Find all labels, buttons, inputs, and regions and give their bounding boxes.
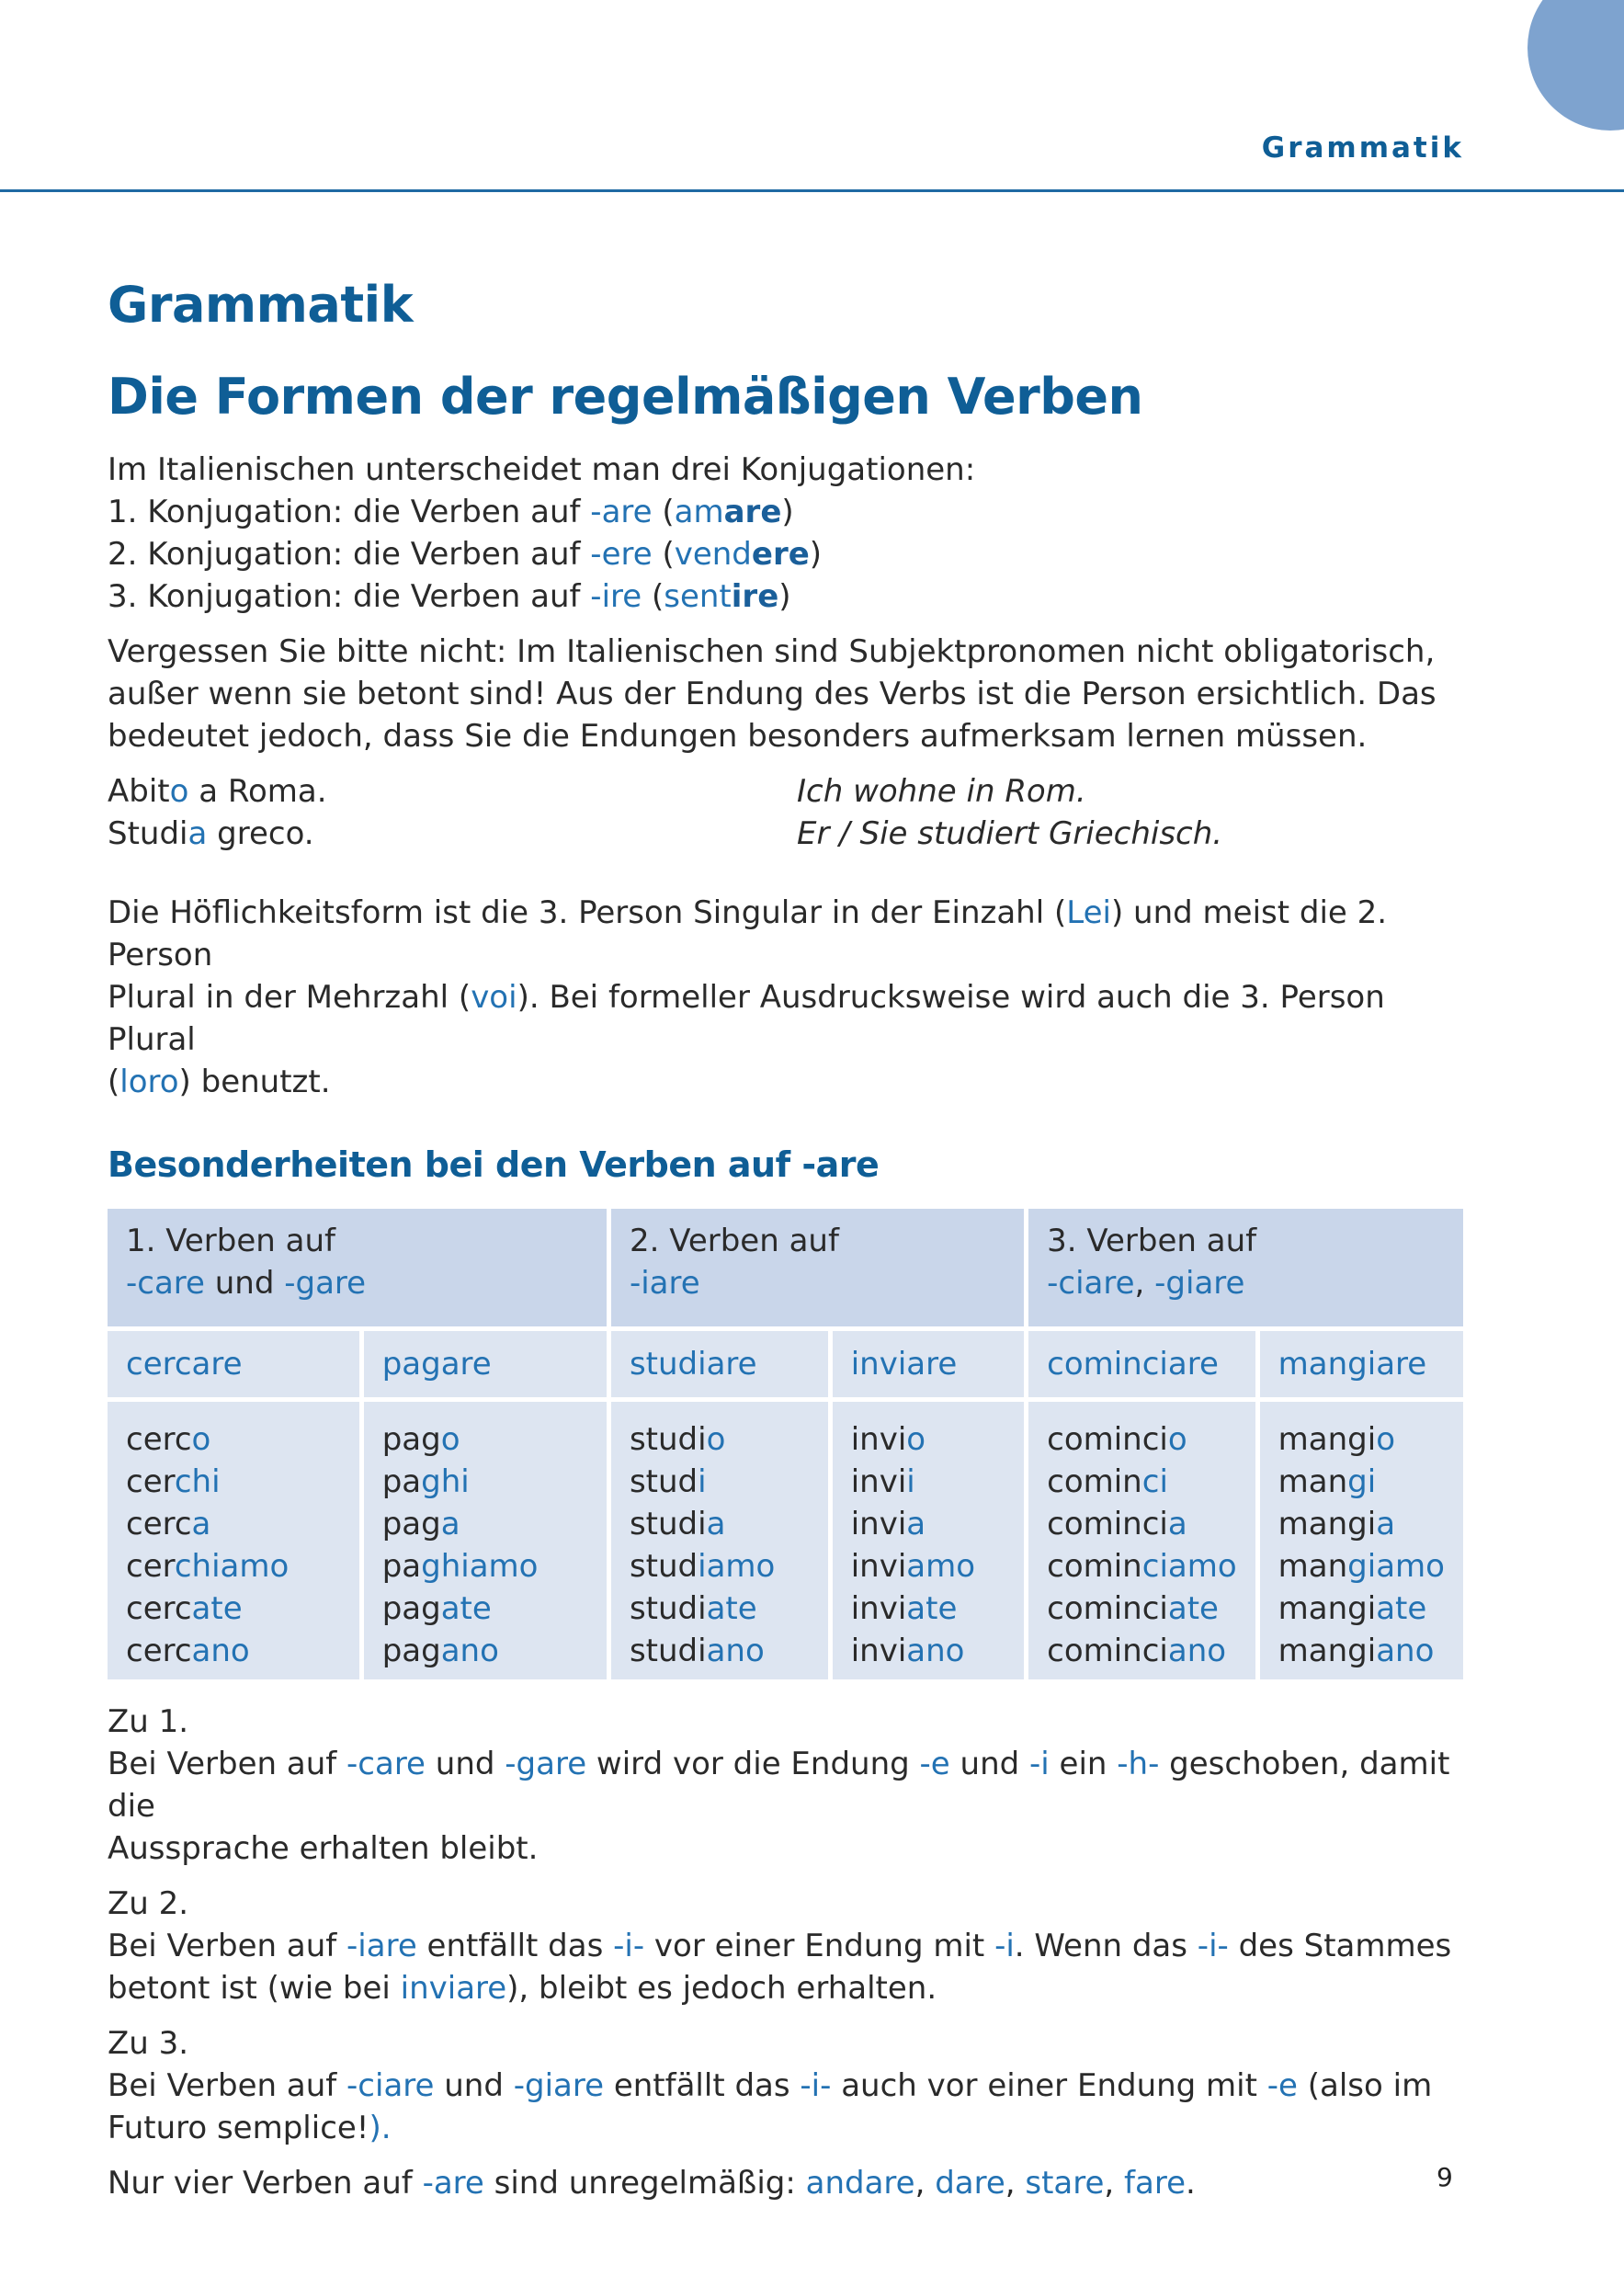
note-line: bedeutet jedoch, dass Sie die Endungen besonders aufmerksam lernen müssen. bbox=[108, 718, 1368, 755]
conj-paren: ( bbox=[652, 494, 675, 530]
page-subtitle: Die Formen der regelmäßigen Verben bbox=[108, 368, 1143, 426]
politeness-paragraph bbox=[108, 892, 1468, 1103]
table-verb-cell: cercare bbox=[108, 1331, 359, 1397]
note-text: Bei Verben auf -care und -gare wird vor die Endung -e und -i ein -h- geschoben, damit die bbox=[108, 1746, 1450, 1825]
header-rule bbox=[0, 189, 1624, 192]
table-forms-cell bbox=[1028, 1402, 1255, 1679]
page-number: 9 bbox=[1437, 2162, 1453, 2192]
verb-form: cominci bbox=[1047, 1463, 1168, 1500]
note-text: betont ist (wie bei inviare), bleibt es jedoch erhalten. bbox=[108, 1970, 937, 2007]
verb-form: cominciamo bbox=[1047, 1548, 1237, 1585]
table-group-header: 2. Verben auf -iare bbox=[611, 1209, 1024, 1326]
verb-form: mangiamo bbox=[1278, 1548, 1445, 1585]
irregular-verbs-note: Nur vier Verben auf -are sind unregelmäßig: andare, dare, stare, fare. bbox=[108, 2165, 1196, 2202]
table-header-row bbox=[108, 1209, 1463, 1326]
page-content bbox=[108, 267, 1468, 2204]
example-sentences bbox=[108, 770, 1468, 855]
table-verb-cell: cominciare bbox=[1028, 1331, 1255, 1397]
conj-example-stem: vend bbox=[674, 536, 752, 573]
conj-example-ending: are bbox=[723, 494, 782, 530]
page-title: Grammatik bbox=[108, 276, 414, 334]
conjugation-table bbox=[103, 1204, 1468, 1684]
verb-form: paga bbox=[381, 1506, 460, 1542]
table-verb-cell: pagare bbox=[364, 1331, 607, 1397]
table-forms-cell bbox=[108, 1402, 359, 1679]
verb-form: studia bbox=[629, 1506, 726, 1542]
corner-decoration bbox=[1527, 0, 1624, 131]
conj-text: 1. Konjugation: die Verben auf bbox=[108, 494, 591, 530]
conj-example-ending: ire bbox=[731, 578, 779, 615]
verb-form: comincio bbox=[1047, 1421, 1187, 1458]
verb-form: cominciate bbox=[1047, 1590, 1219, 1627]
verb-form: cercate bbox=[126, 1590, 243, 1627]
verb-form: studiano bbox=[629, 1633, 765, 1669]
table-group-header: 3. Verben auf -ciare, -giare bbox=[1028, 1209, 1463, 1326]
politeness-line: (loro) benutzt. bbox=[108, 1064, 331, 1100]
table-forms-row bbox=[108, 1402, 1463, 1679]
conjugation-line bbox=[108, 533, 1468, 575]
verb-form: paghiamo bbox=[381, 1548, 539, 1585]
verb-form: studiamo bbox=[629, 1548, 776, 1585]
section-heading: Besonderheiten bei den Verben auf -are bbox=[108, 1144, 880, 1185]
table-verb-row bbox=[108, 1331, 1463, 1397]
verb-form: mangiano bbox=[1278, 1633, 1435, 1669]
verb-form: inviate bbox=[850, 1590, 958, 1627]
verb-form: mangi bbox=[1278, 1463, 1377, 1500]
verb-form: cerco bbox=[126, 1421, 211, 1458]
conj-example-ending: ere bbox=[751, 536, 810, 573]
verb-form: mangio bbox=[1278, 1421, 1396, 1458]
conjugation-line bbox=[108, 575, 1468, 618]
note-line: Vergessen Sie bitte nicht: Im Italienischen sind Subjektpronomen nicht obligatorisch, bbox=[108, 633, 1436, 670]
politeness-line: Plural in der Mehrzahl (voi). Bei formeller Ausdrucksweise wird auch die 3. Person Plural bbox=[108, 979, 1385, 1058]
verb-form: cerca bbox=[126, 1506, 211, 1542]
verb-form: comincia bbox=[1047, 1506, 1187, 1542]
verb-form: pagano bbox=[381, 1633, 499, 1669]
verb-form: cercano bbox=[126, 1633, 250, 1669]
verb-form: paghi bbox=[381, 1463, 470, 1500]
conj-paren: ) bbox=[778, 578, 791, 615]
example-italian: Studia greco. bbox=[108, 815, 314, 852]
example-translation: Ich wohne in Rom. bbox=[797, 773, 1086, 810]
table-forms-cell bbox=[364, 1402, 607, 1679]
verb-form: mangia bbox=[1278, 1506, 1396, 1542]
table-group-header: 1. Verben auf -care und -gare bbox=[108, 1209, 607, 1326]
verb-form: cerchiamo bbox=[126, 1548, 290, 1585]
verb-form: studio bbox=[629, 1421, 726, 1458]
conj-text: 2. Konjugation: die Verben auf bbox=[108, 536, 591, 573]
example-translation: Er / Sie studiert Griechisch. bbox=[797, 815, 1223, 852]
example-italian: Abito a Roma. bbox=[108, 773, 327, 810]
conj-example-stem: am bbox=[674, 494, 724, 530]
note-title: Zu 3. bbox=[108, 2025, 189, 2062]
verb-form: studi bbox=[629, 1463, 707, 1500]
note-text: Futuro semplice!). bbox=[108, 2110, 392, 2146]
intro-line: Im Italienischen unterscheidet man drei Konjugationen: bbox=[108, 451, 976, 488]
conjugation-line bbox=[108, 491, 1468, 533]
note-title: Zu 1. bbox=[108, 1703, 189, 1740]
german-translations bbox=[797, 770, 1222, 855]
verb-form: studiate bbox=[629, 1590, 757, 1627]
italian-examples bbox=[108, 770, 797, 855]
conj-paren: ( bbox=[642, 578, 664, 615]
table-verb-cell: studiare bbox=[611, 1331, 828, 1397]
verb-form: pago bbox=[381, 1421, 460, 1458]
table-verb-cell: inviare bbox=[833, 1331, 1024, 1397]
conj-paren: ) bbox=[809, 536, 823, 573]
note-text: Bei Verben auf -ciare und -giare entfällt das -i- auch vor einer Endung mit -e (also im bbox=[108, 2067, 1433, 2104]
verb-form: inviamo bbox=[850, 1548, 976, 1585]
note-text: Bei Verben auf -iare entfällt das -i- vor einer Endung mit -i. Wenn das -i- des Stammes bbox=[108, 1928, 1452, 1964]
conj-paren: ) bbox=[781, 494, 794, 530]
verb-form: cominciano bbox=[1047, 1633, 1227, 1669]
conj-ending: -are bbox=[590, 494, 653, 530]
conj-text: 3. Konjugation: die Verben auf bbox=[108, 578, 591, 615]
table-forms-cell bbox=[833, 1402, 1024, 1679]
verb-form: invii bbox=[850, 1463, 915, 1500]
conj-ending: -ire bbox=[590, 578, 642, 615]
verb-form: invio bbox=[850, 1421, 926, 1458]
note-title: Zu 2. bbox=[108, 1885, 189, 1922]
verb-form: inviano bbox=[850, 1633, 965, 1669]
politeness-line: Die Höflichkeitsform ist die 3. Person Singular in der Einzahl (Lei) und meist die 2. Person bbox=[108, 894, 1388, 973]
conj-ending: -ere bbox=[590, 536, 653, 573]
table-verb-cell: mangiare bbox=[1260, 1331, 1463, 1397]
note-line: außer wenn sie betont sind! Aus der Endung des Verbs ist die Person ersichtlich. Das bbox=[108, 676, 1437, 712]
table-forms-cell bbox=[611, 1402, 828, 1679]
note-text: Aussprache erhalten bleibt. bbox=[108, 1830, 539, 1867]
intro-paragraph bbox=[108, 449, 1468, 618]
conj-example-stem: sent bbox=[664, 578, 732, 615]
notes-section bbox=[108, 1701, 1468, 2204]
table-forms-cell bbox=[1260, 1402, 1463, 1679]
verb-form: mangiate bbox=[1278, 1590, 1427, 1627]
verb-form: invia bbox=[850, 1506, 926, 1542]
verb-form: pagate bbox=[381, 1590, 492, 1627]
pronoun-note bbox=[108, 631, 1468, 757]
verb-form: cerchi bbox=[126, 1463, 221, 1500]
conj-paren: ( bbox=[652, 536, 675, 573]
running-header: Grammatik bbox=[1261, 131, 1464, 165]
